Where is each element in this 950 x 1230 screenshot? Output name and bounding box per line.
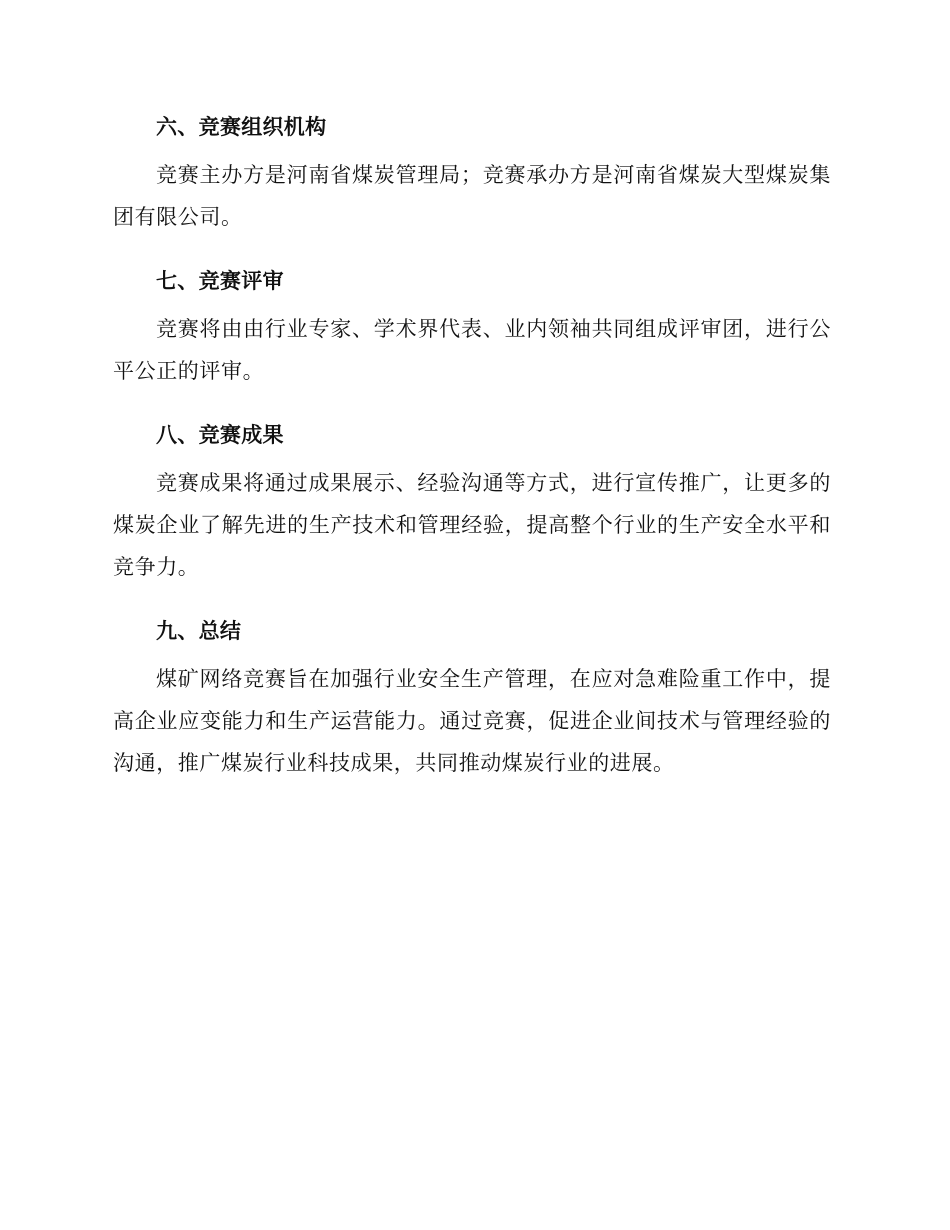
- section-body-review: 竞赛将由由行业专家、学术界代表、业内领袖共同组成评审团，进行公平公正的评审。: [113, 317, 831, 383]
- section-heading-results: 八、竞赛成果: [156, 423, 284, 447]
- section-heading-review: 七、竞赛评审: [156, 269, 284, 293]
- section-heading-summary: 九、总结: [156, 619, 242, 643]
- document-page: [113, 108, 831, 808]
- section-body-results: 竞赛成果将通过成果展示、经验沟通等方式，进行宣传推广，让更多的煤炭企业了解先进的生产技术和管理经验，提高整个行业的生产安全水平和竞争力。: [113, 471, 831, 579]
- section-heading-organization: 六、竞赛组织机构: [156, 115, 327, 139]
- section-body-summary: 煤矿网络竞赛旨在加强行业安全生产管理，在应对急难险重工作中，提高企业应变能力和生产运营能力。通过竞赛，促进企业间技术与管理经验的沟通，推广煤炭行业科技成果，共同推动煤炭行业的进展。: [113, 667, 831, 775]
- section-body-organization: 竞赛主办方是河南省煤炭管理局；竞赛承办方是河南省煤炭大型煤炭集团有限公司。: [113, 163, 831, 229]
